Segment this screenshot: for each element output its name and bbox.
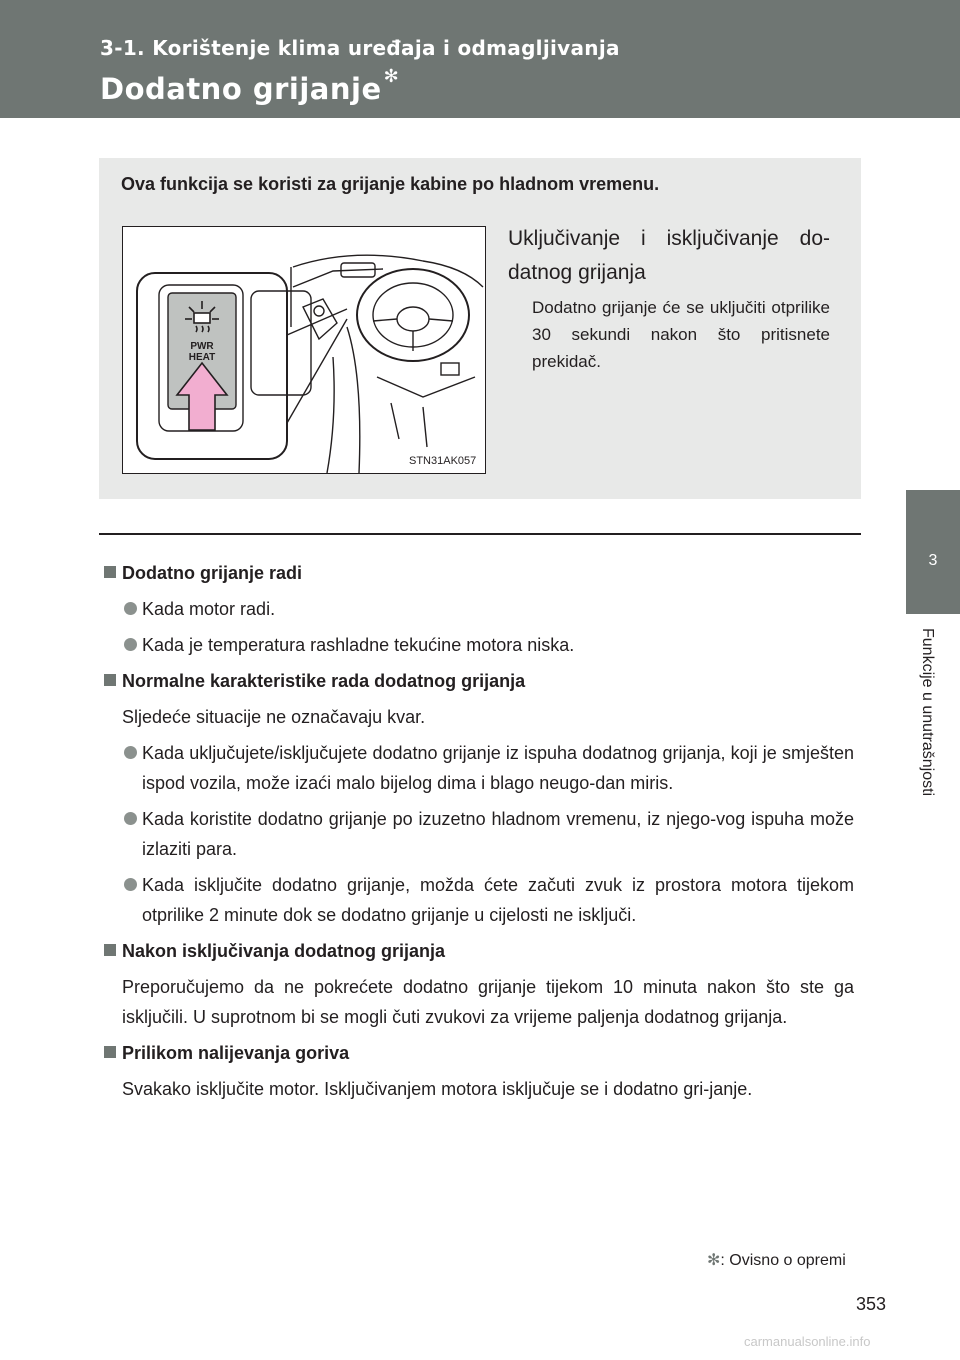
list-item: Kada motor radi. <box>102 594 854 624</box>
main-content <box>102 558 854 1104</box>
chapter-number: 3 <box>928 552 938 569</box>
list-item: Kada koristite dodatno grijanje po izuzetno hladnom vremenu, iz njego-vog ispuha može izlaziti para. <box>102 804 854 864</box>
footnote-marker: ✻ <box>707 1252 721 1269</box>
paragraph: Preporučujemo da ne pokrećete dodatno grijanje tijekom 10 minuta nakon što ste ga isključili. U suprotnom bi se mogli čuti zvukovi za vrijeme paljenja dodatnog grijanja. <box>122 977 854 1027</box>
watermark: carmanualsonline.info <box>744 1334 871 1349</box>
list-item: Kada uključujete/isključujete dodatno grijanje iz ispuha dodatnog grijanja, koji je smješten ispod vozila, može izaći malo bijelog dima i blago neugo-dan miris. <box>102 738 854 798</box>
footnote <box>707 1250 846 1270</box>
dashboard-illustration <box>123 227 485 473</box>
pwr-label: PWR <box>190 341 214 352</box>
list-item: Kada isključite dodatno grijanje, možda ćete začuti zvuk iz prostora motora tijekom otprilike 2 minute dok se dodatno grijanje u cijelosti ne isključi. <box>102 870 854 930</box>
section-heading: Dodatno grijanje radi <box>102 558 854 588</box>
procedure-title: Uključivanje i isključivanje do-datnog grijanja <box>508 227 830 284</box>
page-title <box>100 66 400 106</box>
info-intro: Ova funkcija se koristi za grijanje kabine po hladnom vremenu. <box>121 174 660 194</box>
page-number: 353 <box>856 1294 887 1314</box>
list-item: Kada je temperatura rashladne tekućine motora niska. <box>102 630 854 660</box>
divider <box>99 533 861 535</box>
section-heading: Nakon isključivanja dodatnog grijanja <box>102 936 854 966</box>
paragraph: Sljedeće situacije ne označavaju kvar. <box>122 707 426 727</box>
heater-switch-figure <box>122 226 486 474</box>
figure-code: STN31AK057 <box>409 455 477 467</box>
footnote-text: : Ovisno o opremi <box>720 1252 846 1269</box>
optional-equipment-marker: ✻ <box>383 66 400 87</box>
heat-label: HEAT <box>188 352 216 363</box>
section-heading: Normalne karakteristike rada dodatnog grijanja <box>102 666 854 696</box>
paragraph: Svakako isključite motor. Isključivanjem motora isključuje se i dodatno gri-janje. <box>122 1079 753 1099</box>
procedure-text: Dodatno grijanje će se uključiti otprilike 30 sekundi nakon što pritisnete prekidač. <box>532 298 830 371</box>
chapter-label: Funkcije u unutrašnjosti <box>919 628 936 797</box>
adjacent-switch <box>251 291 311 395</box>
section-heading: Prilikom nalijevanja goriva <box>102 1038 854 1068</box>
section-label: 3-1. Korištenje klima uređaja i odmagljivanja <box>100 36 620 60</box>
page-title-text: Dodatno grijanje <box>100 72 382 106</box>
